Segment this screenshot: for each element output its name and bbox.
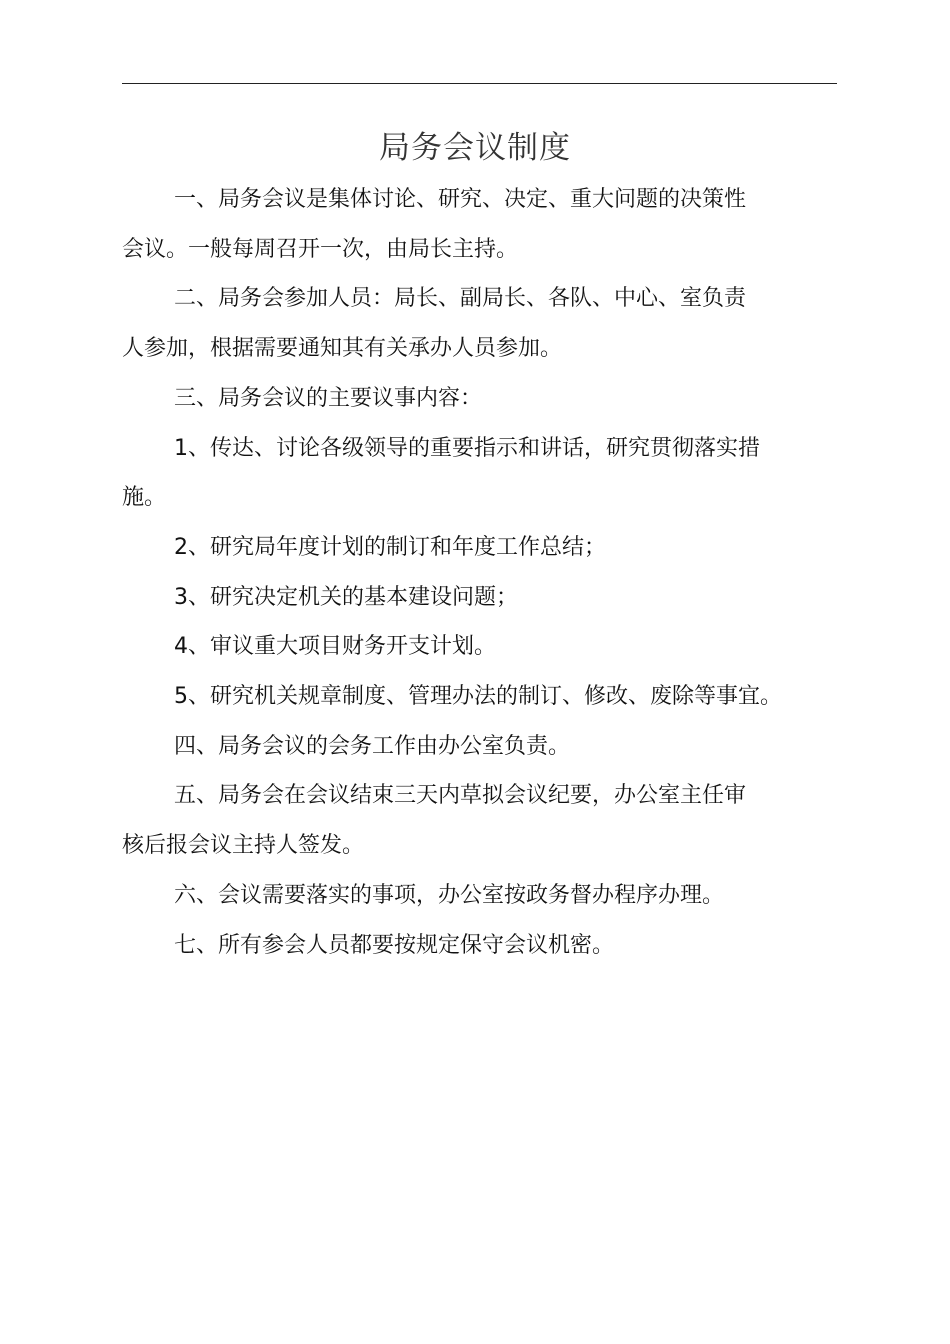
- document-body: [122, 175, 852, 970]
- header-rule: [122, 83, 837, 84]
- body-line: 四、局务会议的会务工作由办公室负责。: [174, 733, 571, 759]
- body-line: 1、传达、讨论各级领导的重要指示和讲话，研究贯彻落实措: [174, 435, 760, 461]
- body-line: 3、研究决定机关的基本建设问题；: [174, 584, 518, 610]
- body-line: 一、局务会议是集体讨论、研究、决定、重大问题的决策性: [174, 187, 747, 212]
- body-line: 核后报会议主持人签发。: [122, 833, 365, 859]
- body-line: 六、会议需要落实的事项，办公室按政务督办程序办理。: [174, 882, 725, 908]
- body-line: 会议。一般每周召开一次，由局长主持。: [122, 236, 519, 262]
- body-line: 五、局务会在会议结束三天内草拟会议纪要，办公室主任审: [174, 783, 747, 809]
- body-line: 七、所有参会人员都要按规定保守会议机密。: [174, 932, 615, 958]
- body-line: 人参加，根据需要通知其有关承办人员参加。: [122, 336, 563, 362]
- body-line: 4、审议重大项目财务开支计划。: [174, 634, 496, 660]
- body-line: 二、局务会参加人员：局长、副局长、各队、中心、室负责: [174, 286, 747, 312]
- body-line: 三、局务会议的主要议事内容：: [174, 385, 483, 411]
- body-line: 5、研究机关规章制度、管理办法的制订、修改、废除等事宜。: [174, 684, 782, 710]
- document-title: 局务会议制度: [379, 130, 571, 166]
- body-line: 施。: [122, 485, 167, 511]
- body-line: 2、研究局年度计划的制订和年度工作总结；: [174, 534, 606, 560]
